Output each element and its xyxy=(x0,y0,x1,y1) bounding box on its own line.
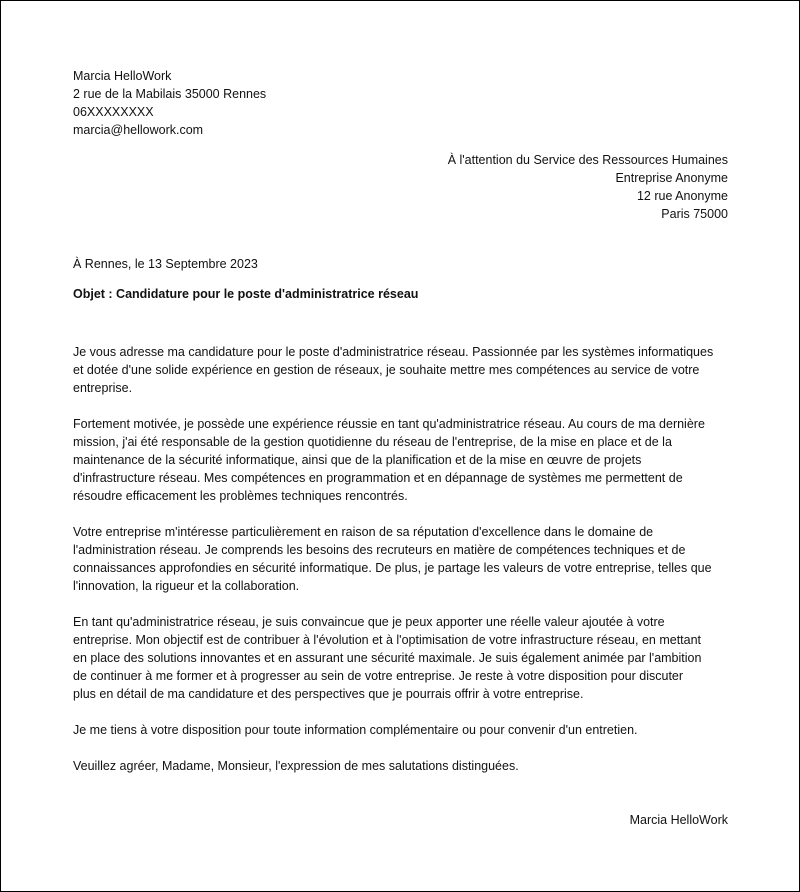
body-line: Votre entreprise m'intéresse particulièrement en raison de sa réputation d'excellence dans le domaine de xyxy=(73,525,654,539)
sender-phone: 06XXXXXXXX xyxy=(73,105,154,119)
body-line: de continuer à me former et à progresser au sein de votre entreprise. Je reste à votre disposition pour discuter xyxy=(73,669,684,683)
body-paragraph-4 xyxy=(73,613,733,703)
recipient-attention: À l'attention du Service des Ressources Humaines xyxy=(447,153,728,167)
sender-name: Marcia HelloWork xyxy=(73,69,172,83)
body-line: plus en détail de ma candidature et des perspectives que je pourrais offrir à votre entreprise. xyxy=(73,687,584,701)
body-line: Je me tiens à votre disposition pour toute information complémentaire ou pour convenir d'un entretien. xyxy=(73,723,638,737)
letter-body xyxy=(73,343,733,793)
body-paragraph-6 xyxy=(73,757,733,775)
body-line: l'administration réseau. Je comprends les besoins des recruteurs en matière de compétences techniques et de xyxy=(73,543,686,557)
body-line: En tant qu'administratrice réseau, je suis convaincue que je peux apporter une réelle valeur ajoutée à votre xyxy=(73,615,665,629)
body-line: mission, j'ai été responsable de la gestion quotidienne du réseau de l'entreprise, de la mise en place et de la xyxy=(73,435,672,449)
body-line: résoudre efficacement les problèmes techniques rencontrés. xyxy=(73,489,408,503)
body-paragraph-2 xyxy=(73,415,733,505)
body-paragraph-1 xyxy=(73,343,733,397)
letter-subject: Objet : Candidature pour le poste d'administratrice réseau xyxy=(73,287,419,301)
body-paragraph-3 xyxy=(73,523,733,595)
body-line: entreprise. Mon objectif est de contribuer à l'évolution et à l'optimisation de votre infrastructure réseau, en mettant xyxy=(73,633,702,647)
body-paragraph-5 xyxy=(73,721,733,739)
body-line: maintenance de la sécurité informatique, ainsi que de la planification et de la mise en œuvre de projets xyxy=(73,453,642,467)
body-line: en place des solutions innovantes et en assurant une sécurité maximale. Je suis également animée par l'ambition xyxy=(73,651,702,665)
body-line: Fortement motivée, je possède une expérience réussie en tant qu'administratrice réseau. Au cours de ma dernière xyxy=(73,417,705,431)
body-line: Je vous adresse ma candidature pour le poste d'administratrice réseau. Passionnée par les systèmes informatiques xyxy=(73,345,714,359)
body-line: et dotée d'une solide expérience en gestion de réseaux, je souhaite mettre mes compétences au service de votre xyxy=(73,363,700,377)
sender-block xyxy=(73,67,266,139)
recipient-block xyxy=(448,151,728,223)
signature: Marcia HelloWork xyxy=(629,813,728,827)
recipient-company: Entreprise Anonyme xyxy=(615,171,728,185)
sender-address: 2 rue de la Mabilais 35000 Rennes xyxy=(73,87,267,101)
recipient-city: Paris 75000 xyxy=(661,207,728,221)
body-line: Veuillez agréer, Madame, Monsieur, l'expression de mes salutations distinguées. xyxy=(73,759,519,773)
body-line: connaissances approfondies en sécurité informatique. De plus, je partage les valeurs de votre entreprise, telles que xyxy=(73,561,712,575)
body-line: entreprise. xyxy=(73,381,133,395)
recipient-street: 12 rue Anonyme xyxy=(636,189,728,203)
body-line: l'innovation, la rigueur et la collaboration. xyxy=(73,579,300,593)
sender-email: marcia@hellowork.com xyxy=(73,123,204,137)
letter-date: À Rennes, le 13 Septembre 2023 xyxy=(73,257,258,271)
body-line: d'infrastructure réseau. Mes compétences en programmation et en dépannage de systèmes me permettent de xyxy=(73,471,683,485)
